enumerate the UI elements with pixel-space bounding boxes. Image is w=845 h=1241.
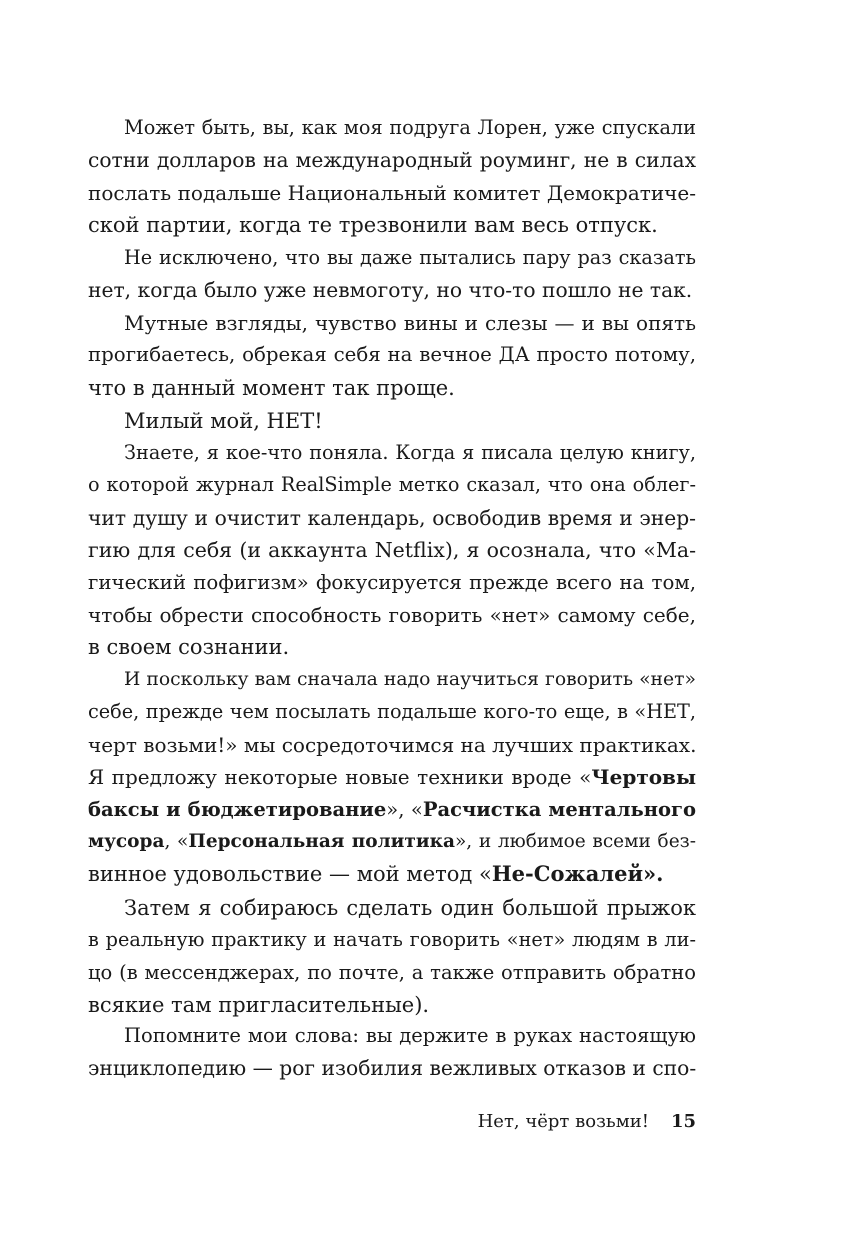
text-span: себе, прежде чем посылать подальше кого-то еще, в «НЕТ, <box>88 700 696 724</box>
text-line <box>88 274 696 306</box>
text-span: чтобы обрести способность говорить «нет» самому себе, <box>88 602 696 627</box>
text-line <box>88 664 696 696</box>
text-line <box>88 177 696 209</box>
paragraph <box>88 664 696 891</box>
text-line <box>88 1020 696 1052</box>
text-span: цо (в мессенджерах, по почте, а также отправить обратно <box>88 960 696 984</box>
bold-text: баксы и бюджетирование <box>88 797 387 821</box>
text-span: чит душу и очистит календарь, освободив время и энер- <box>88 505 696 530</box>
text-span: , « <box>164 830 189 852</box>
text-line <box>88 372 696 404</box>
text-span: сотни долларов на международный роуминг, не в силах <box>88 148 696 173</box>
text-line <box>88 242 696 274</box>
text-line <box>88 794 696 826</box>
text-line <box>88 144 696 176</box>
text-span: Милый мой, НЕТ! <box>124 409 323 433</box>
paragraph <box>88 892 696 1022</box>
text-span: нет, когда было уже невмоготу, но что-то пошло не так. <box>88 278 693 303</box>
text-line <box>88 112 696 144</box>
text-span: в своем сознании. <box>88 635 290 660</box>
text-line <box>88 405 696 437</box>
text-line <box>88 567 696 599</box>
bold-text: Персональная политика <box>188 830 455 852</box>
page-number: 15 <box>670 1111 696 1132</box>
text-span: энциклопедию — рог изобилия вежливых отказов и спо- <box>88 1056 697 1081</box>
paragraph <box>88 1020 696 1085</box>
text-line <box>88 502 696 534</box>
paragraph <box>88 242 696 307</box>
paragraph <box>88 405 696 437</box>
running-title: Нет, чёрт возьми! <box>477 1111 649 1132</box>
text-line <box>88 307 696 339</box>
text-span: Мутные взгляды, чувство вины и слезы — и вы опять <box>124 311 696 335</box>
text-line <box>88 534 696 566</box>
text-line <box>88 858 696 890</box>
text-line <box>88 892 696 924</box>
text-span: Может быть, вы, как моя подруга Лорен, уже спускали <box>124 116 696 139</box>
text-span: Не исключено, что вы даже пытались пару раз сказать <box>124 246 696 269</box>
text-span: И поскольку вам сначала надо научиться говорить «нет» <box>124 669 696 690</box>
text-line <box>88 437 696 469</box>
bold-text: мусора <box>88 830 165 852</box>
bold-text: Чертовы <box>591 765 696 790</box>
text-span: всякие там пригласительные). <box>88 993 430 1018</box>
paragraph <box>88 112 696 242</box>
text-span: », и любимое всеми без- <box>454 830 696 852</box>
text-span: гический пофигизм» фокусируется прежде всего на том, <box>88 570 696 594</box>
text-span: ской партии, когда те трезвонили вам весь отпуск. <box>88 213 658 238</box>
text-line <box>88 631 696 663</box>
text-line <box>88 599 696 631</box>
text-span: Я предложу некоторые новые техники вроде « <box>88 765 592 790</box>
text-line <box>88 209 696 241</box>
text-line <box>88 761 696 793</box>
text-line <box>88 469 696 501</box>
text-span: послать подальше Национальный комитет Демократиче- <box>88 180 696 205</box>
text-span: о которой журнал RealSimple метко сказал, что она облег- <box>88 473 696 497</box>
text-span: Затем я собираюсь сделать один большой прыжок <box>124 896 696 920</box>
text-line <box>88 957 696 989</box>
text-span: черт возьми!» мы сосредоточимся на лучших практиках. <box>88 732 697 757</box>
text-span: Знаете, я кое-что поняла. Когда я писала целую книгу, <box>124 441 696 464</box>
text-span: », « <box>386 797 423 821</box>
text-span: прогибаетесь, обрекая себя на вечное ДА просто потому, <box>88 343 696 367</box>
text-span: Попомните мои слова: вы держите в руках настоящую <box>124 1024 696 1047</box>
paragraph <box>88 437 696 664</box>
bold-text: Не-Сожалей». <box>491 861 664 887</box>
text-line <box>88 826 696 858</box>
text-line <box>88 696 696 728</box>
page-footer <box>478 1110 696 1134</box>
text-line <box>88 729 696 761</box>
text-span: в реальную практику и начать говорить «нет» людям в ли- <box>88 928 696 952</box>
text-span: что в данный момент так проще. <box>88 375 455 400</box>
text-line <box>88 1052 696 1084</box>
text-line <box>88 989 696 1021</box>
paragraph <box>88 307 696 404</box>
text-line <box>88 339 696 371</box>
text-span: гию для себя (и аккаунта Netflix), я осознала, что «Ма- <box>88 538 696 563</box>
text-span: винное удовольствие — мой метод « <box>88 862 492 887</box>
text-line <box>88 924 696 956</box>
bold-text: Расчистка ментального <box>422 797 696 821</box>
